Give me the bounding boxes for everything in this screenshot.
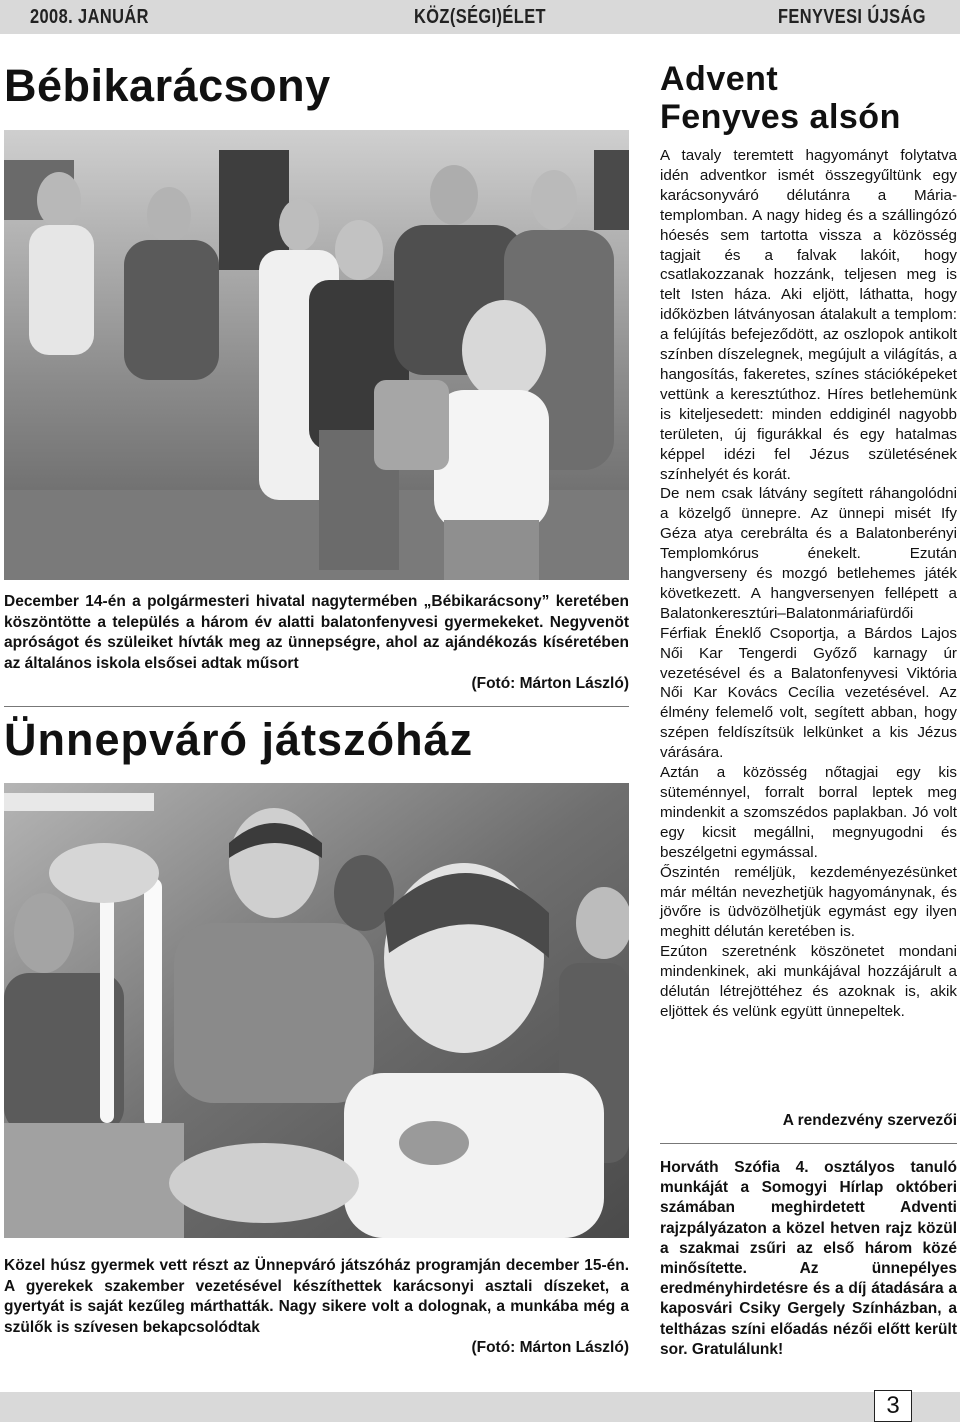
article-title-unnepvaro: Ünnepváró játszóház — [4, 714, 474, 765]
photo-unnepvaro — [4, 783, 629, 1238]
article-title-advent-line2: Fenyves alsón — [660, 98, 901, 136]
caption-bebikaracsony-text: December 14-én a polgármesteri hivatal nagytermében „Bébikarácsony” keretében köszöntötte a település a három év alatti balatonfenyvesi gyermekeket. Negyvenöt apróságot és szüleiket hívták meg az ünnepségre, ahol az ajándékozás kíséretében az általános iskola elsősei adtak műsort — [4, 593, 629, 672]
caption-unnepvaro-text: Közel húsz gyermek vett részt az Ünnepváró játszóház programján december 15-én. A gyerekek szakember vezetésével készíthettek karácsonyi asztali díszeket, a gyertyát is saját kezűleg márthatták. Nagy sikere volt a dolognak, a munkába még a szülők is szívesen bekapcsolódtak — [4, 1257, 629, 1336]
issue-date: 2008. JANUÁR — [30, 6, 149, 28]
photo-unnepvaro-image — [4, 783, 629, 1238]
caption-unnepvaro — [4, 1256, 629, 1359]
photo-bebikaracsony-image — [4, 130, 629, 580]
newspaper-name: FENYVESI ÚJSÁG — [778, 6, 926, 28]
section-divider — [660, 1143, 957, 1144]
article-paragraph: Aztán a közösség nőtagjai egy kis süteménnyel, forralt borral leptek meg mindenkit a szomszédos paplakban. Jó volt egy kicsit megállni, megnyugodni és beszélgetni egymással. — [660, 764, 957, 861]
section-divider — [4, 706, 629, 707]
article-title-bebikaracsony: Bébikarácsony — [4, 60, 331, 111]
photo-bebikaracsony — [4, 130, 629, 580]
article-title-advent-line1: Advent — [660, 60, 779, 98]
article-signature: A rendezvény szervezői — [782, 1112, 957, 1129]
section-title: KÖZ(SÉGI)ÉLET — [414, 6, 546, 28]
article-paragraph: Őszintén reméljük, kezdeményezésünket már méltán nevezhetjük hagyománynak, és jövőre is üdvözölhetjük egymást egy ilyen meghitt délután keretében is. — [660, 863, 957, 941]
page-header — [0, 0, 960, 34]
page-number: 3 — [874, 1390, 912, 1422]
photo-credit: (Fotó: Márton László) — [471, 675, 629, 692]
drawing-contest-note: Horváth Szófia 4. osztályos tanuló munkáját a Somogyi Hírlap októberi számában meghirdetett Adventi rajzpályázaton a közel hetven rajz közül a szakmai zsűri az első három közé minősítette. Az ünnepélyes eredményhirdetésre és a díj átadására a kaposvári Csiky Gergely Színházban, a teltházas színi előadás nézői előtt került sor. Gratulálunk! — [660, 1159, 957, 1358]
article-paragraph: A tavaly teremtett hagyományt folytatva idén adventkor ismét összegyűltünk egy karácsonyváró délutánra a Mária-templomban. A nagy hideg és a szállingózó hóesés sem tartotta vissza a közösség tagjait és a falvak lakóit, hogy csatlakozzanak hozzánk, teljesen meg is telt Isten háza. Aki eljött, láthatta, hogy időközben látványosan átalakult a templom: a felújítás befejeződött, az oszlopok antikolt színben díszelegnek, megújult a világítás, a hangosítás, fakeretes, színes stációképeket vettünk a keresztúthoz. Híres betlehemünk is kiteljesedett: minden eddiginél nagyobb területen, új figurákkal és egy hatalmas képpel idézi fel Jézus születésének színhelyét és korát. — [660, 147, 957, 483]
photo-credit: (Fotó: Márton László) — [471, 1339, 629, 1356]
article-paragraph: De nem csak látvány segített ráhangolódni a közelgő ünnepre. Az ünnepi misét Ify Géza atya cerebrálta és a Balatonberényi Templomkórus énekelt. Ezután hangverseny és mozgó betlehemes játék következett. A hangversenyen fellépett a Balatonkeresztúri–Balatonmáriafürdői Férfiak Éneklő Csoportja, a Bárdos Lajos Női Kar Tengerdi Győző karnagy úr vezetésével és a Balatonfenyvesi Viktória Női Kar Kovács Cecília vezetésével. Az élmény felemelő volt, segített abban, hogy szépen feldíszítsük lelkünket a kis Jézus várására. — [660, 485, 957, 762]
article-paragraph: Ezúton szeretnénk köszönetet mondani mindenkinek, aki munkájával hozzájárult a délután létrejöttéhez és azoknak is, akik eljöttek és velünk együtt ünnepeltek. — [660, 943, 957, 1020]
article-advent-body — [660, 146, 957, 1022]
article-title-advent — [660, 60, 901, 136]
caption-bebikaracsony — [4, 592, 629, 695]
page-footer — [0, 1392, 960, 1422]
